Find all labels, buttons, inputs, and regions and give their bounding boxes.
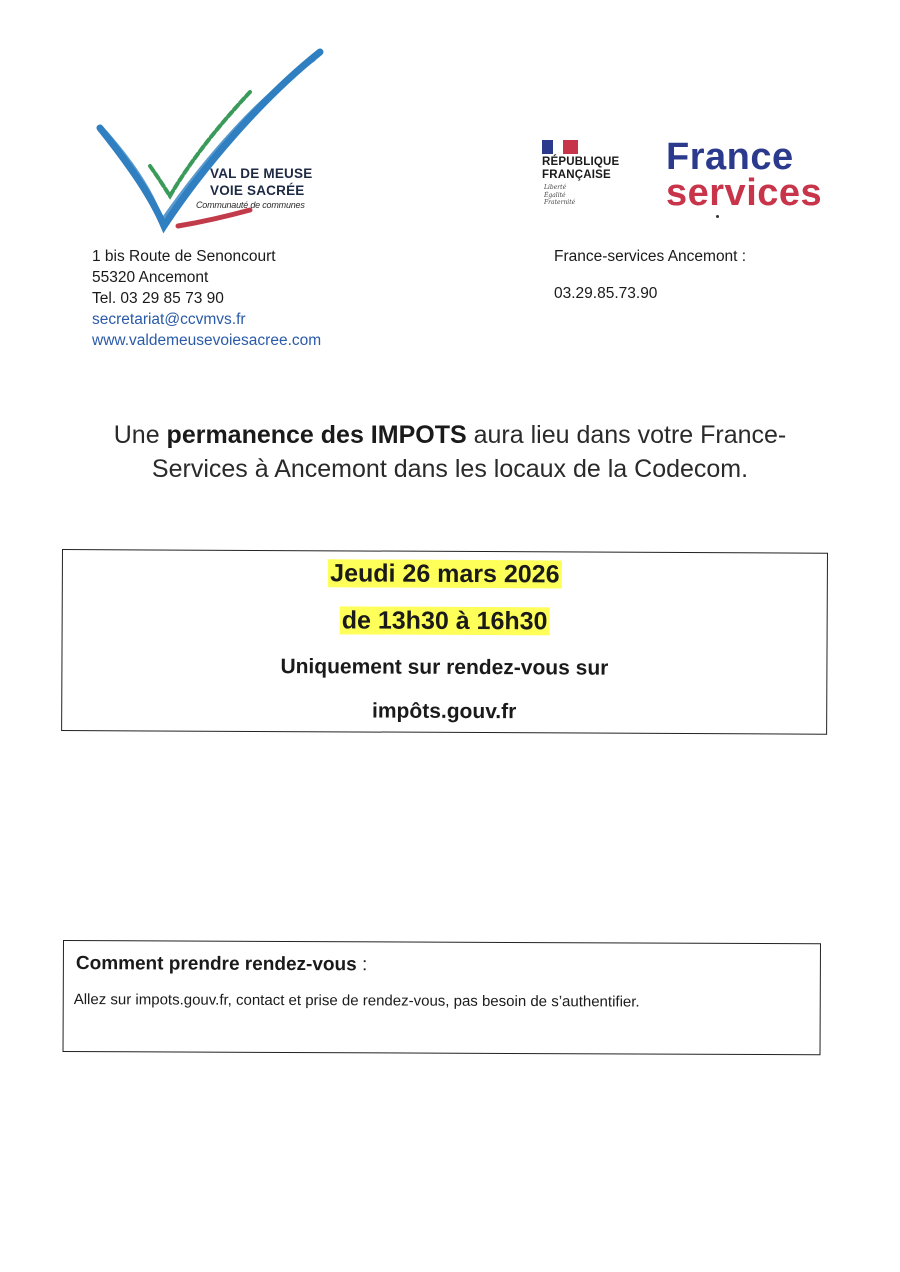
vdm-logo [92,48,342,238]
fs-contact-label: France-services Ancemont : [554,248,747,265]
intro-bold: permanence des IMPOTS [166,421,467,449]
website-link[interactable]: www.valdemeusevoiesacree.com [92,332,322,349]
vdm-name-line2: VOIE SACRÉE [210,183,305,198]
vdm-subtitle: Communauté de communes [196,200,305,210]
fs-contact-phone: 03.29.85.73.90 [554,285,658,302]
how-to-box [63,940,821,1055]
how-to-text: Allez sur impots.gouv.fr, contact et prise de rendez-vous, pas besoin de s’authentifier. [73,991,640,1011]
fs-word-france: France [666,136,794,178]
intro-paragraph [40,418,860,486]
event-appointment: Uniquement sur rendez-vous sur [280,655,609,680]
address-block [92,246,321,351]
rf-title: RÉPUBLIQUE FRANÇAISE [542,156,620,181]
dot-mark [716,215,719,218]
french-flag-icon [542,140,578,154]
vdm-name-line1: VAL DE MEUSE [210,166,313,181]
event-time: de 13h30 à 16h30 [341,606,548,636]
fs-contact [554,246,746,304]
event-site-link[interactable]: impôts.gouv.fr [372,699,517,724]
address-street: 1 bis Route de Senoncourt [92,248,276,265]
event-box [61,549,828,735]
intro-line1: Une permanence des IMPOTS aura lieu dans votre France- [113,421,787,449]
france-services-logo [666,136,846,226]
how-to-title: Comment prendre rendez-vous : [75,953,368,976]
address-city: 55320 Ancemont [92,269,209,286]
address-phone: Tel. 03 29 85 73 90 [92,290,224,307]
email-link[interactable]: secretariat@ccvmvs.fr [92,311,246,328]
republique-francaise-logo [542,140,642,210]
rf-motto: Liberté Égalité Fraternité [544,184,576,206]
intro-line2: Services à Ancemont dans les locaux de la Codecom. [151,455,749,483]
event-date: Jeudi 26 mars 2026 [330,559,560,589]
fs-word-services: services [666,172,823,214]
